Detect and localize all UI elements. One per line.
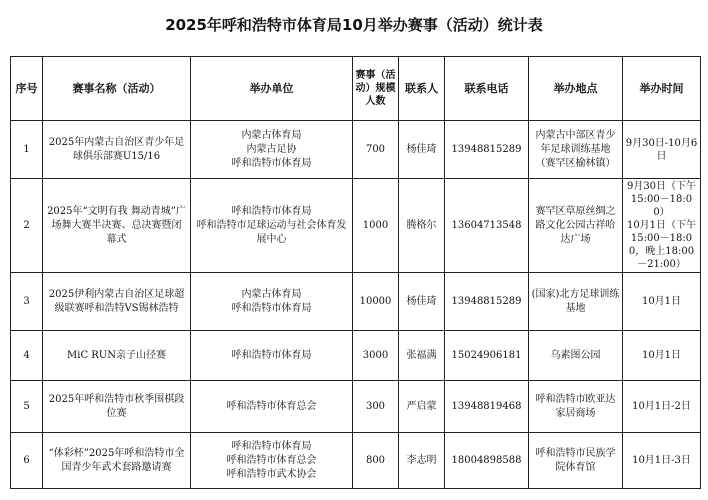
header-index: 序号 [11,57,43,121]
cell-organizer: 内蒙古体育局 内蒙古足协 呼和浩特市体育局 [191,121,353,179]
cell-organizer: 内蒙古体育局 呼和浩特市体育局 [191,273,353,331]
cell-scale: 10000 [353,273,399,331]
cell-venue: 乌素图公园 [529,331,623,381]
cell-index: 3 [11,273,43,331]
cell-name: “体彩杯”2025年呼和浩特市全国青少年武术套路邀请赛 [43,433,191,489]
header-organizer: 举办单位 [191,57,353,121]
cell-index: 2 [11,179,43,273]
table-row [11,331,701,381]
cell-phone: 13604713548 [445,179,529,273]
cell-organizer: 呼和浩特市体育局 [191,331,353,381]
cell-scale: 1000 [353,179,399,273]
cell-index: 5 [11,381,43,433]
table-row [11,121,701,179]
header-contact: 联系人 [399,57,445,121]
header-scale: 赛事（活动）规模人数 [353,57,399,121]
cell-name: 2025年“文明有我 舞动青城”广场舞大赛半决赛、总决赛暨闭幕式 [43,179,191,273]
header-name: 赛事名称（活动） [43,57,191,121]
cell-time: 10月1日 [623,331,701,381]
cell-organizer: 呼和浩特市体育局 呼和浩特市体育总会 呼和浩特市武术协会 [191,433,353,489]
cell-organizer: 呼和浩特市体育总会 [191,381,353,433]
cell-contact: 杨佳琦 [399,121,445,179]
cell-time: 9月30日（下午15:00－18:00） 10月1日（下午15:00－18:00，晚上18:00－21:00） [623,179,701,273]
table-row [11,273,701,331]
table-row [11,381,701,433]
page-title: 2025年呼和浩特市体育局10月举办赛事（活动）统计表 [165,16,543,34]
cell-phone: 13948815289 [445,121,529,179]
table-header-row [11,57,701,121]
cell-scale: 700 [353,121,399,179]
cell-time: 10月1日-2日 [623,381,701,433]
cell-organizer: 呼和浩特市体育局 呼和浩特市足球运动与社会体育发展中心 [191,179,353,273]
cell-index: 6 [11,433,43,489]
cell-contact: 严启蒙 [399,381,445,433]
cell-contact: 杨佳琦 [399,273,445,331]
cell-time: 10月1日 [623,273,701,331]
cell-phone: 13948819468 [445,381,529,433]
header-time: 举办时间 [623,57,701,121]
cell-venue: 赛罕区草原丝绸之路文化公园古祥哈达广场 [529,179,623,273]
cell-index: 1 [11,121,43,179]
header-venue: 举办地点 [529,57,623,121]
header-phone: 联系电话 [445,57,529,121]
cell-name: MiC RUN亲子山径赛 [43,331,191,381]
cell-time: 10月1日-3日 [623,433,701,489]
table-row [11,179,701,273]
cell-scale: 300 [353,381,399,433]
cell-time: 9月30日-10月6日 [623,121,701,179]
cell-venue: (国家)北方足球训练基地 [529,273,623,331]
cell-phone: 15024906181 [445,331,529,381]
cell-name: 2025伊利内蒙古自治区足球超级联赛呼和浩特VS锡林浩特 [43,273,191,331]
cell-scale: 800 [353,433,399,489]
cell-venue: 内蒙古中部区青少年足球训练基地（赛罕区榆林镇） [529,121,623,179]
cell-venue: 呼和浩特市欧亚达家居商场 [529,381,623,433]
cell-venue: 呼和浩特市民族学院体育馆 [529,433,623,489]
cell-contact: 张福满 [399,331,445,381]
cell-name: 2025年呼和浩特市秋季围棋段位赛 [43,381,191,433]
cell-phone: 18004898588 [445,433,529,489]
cell-index: 4 [11,331,43,381]
events-table [10,56,701,489]
cell-name: 2025年内蒙古自治区青少年足球俱乐部赛U15/16 [43,121,191,179]
table-row [11,433,701,489]
cell-phone: 13948815289 [445,273,529,331]
cell-contact: 李志明 [399,433,445,489]
cell-scale: 3000 [353,331,399,381]
cell-contact: 腾格尔 [399,179,445,273]
